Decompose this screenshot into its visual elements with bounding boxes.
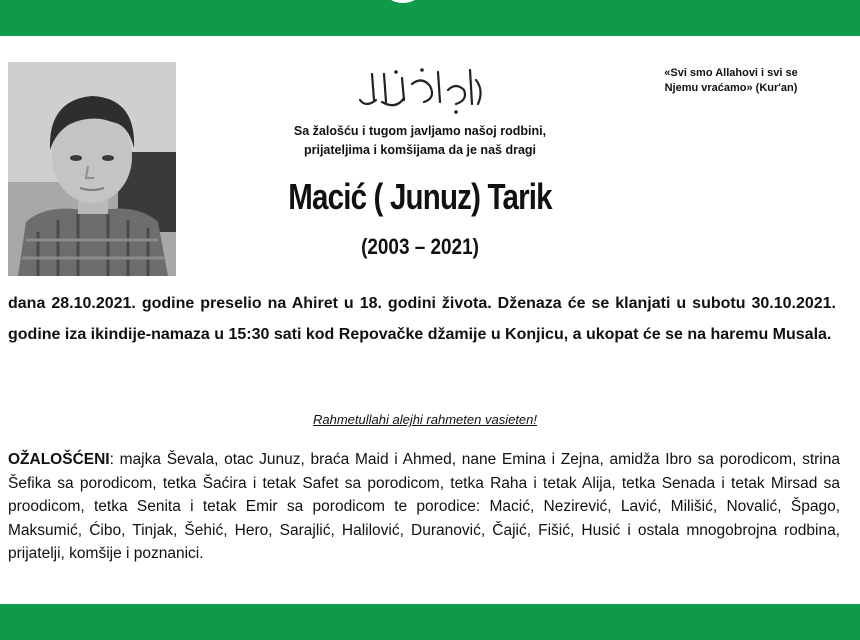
announcement-intro bbox=[230, 122, 610, 160]
quran-quote bbox=[618, 66, 844, 96]
crescent-icon bbox=[372, 0, 434, 16]
quote-line-1: «Svi smo Allahovi i svi se bbox=[664, 67, 798, 79]
intro-line-2: prijateljima i komšijama da je naš dragi bbox=[303, 143, 537, 157]
top-green-band bbox=[0, 0, 860, 36]
prayer-line: Rahmetullahi alejhi rahmeten vasieten! bbox=[312, 412, 537, 427]
deceased-name: Macić ( Junuz) Tarik bbox=[288, 176, 552, 217]
mourners-label: OŽALOŠĆENI bbox=[8, 451, 110, 468]
portrait-photo bbox=[8, 62, 176, 276]
mourners-list bbox=[8, 448, 840, 566]
mourners-text: : majka Ševala, otac Junuz, braća Maid i Ahmed, nane Emina i Zejna, amidža Ibro sa porodicom, strina Šefika sa porodicom, tetka Šaćira i tetak Safet sa porodicom, tetka Raha i tetak Alija, tetka Senada i tetak Mirsad sa proodicom, tetka Senita i tetak Emir sa porodicom te porodice: Macić, Nezirević, Lavić, Milišić, Novalić, Špago, Maksumić, Ćibo, Tinjak, Šehić, Hero, Sarajlić, Halilović, Duranović, Čajić, Fišić, Husić i ostala mnogobrojna rodbina, prijatelji, komšije i poznanici. bbox=[8, 451, 840, 562]
intro-line-1: Sa žalošću i tugom javljamo našoj rodbini, bbox=[293, 124, 547, 138]
bottom-green-band bbox=[0, 604, 860, 640]
arabic-calligraphy bbox=[352, 60, 492, 116]
quote-line-2: Njemu vraćamo» (Kur'an) bbox=[664, 82, 798, 94]
funeral-details: dana 28.10.2021. godine preselio na Ahiret u 18. godini života. Dženaza će se klanjati u subotu 30.10.2021. godine iza ikindije-namaza u 15:30 sati kod Repovačke džamije u Konjicu, a ukopat će se na haremu Musala. bbox=[8, 295, 836, 343]
life-years: (2003 – 2021) bbox=[361, 234, 479, 259]
